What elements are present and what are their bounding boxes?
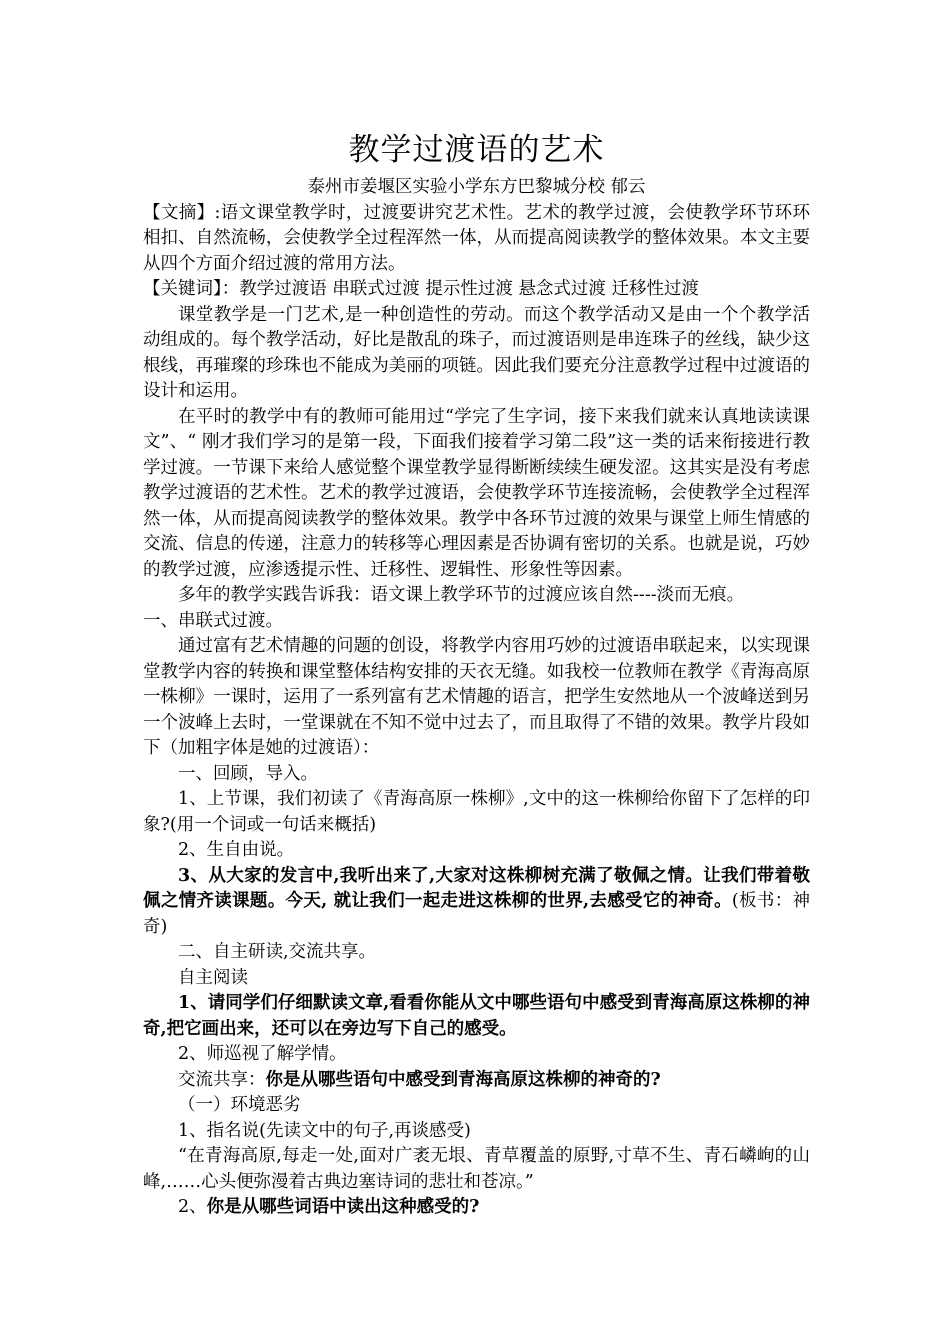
section-1-heading: 一、串联式过渡。: [143, 610, 283, 631]
exchange-line: [143, 1068, 810, 1094]
environment-item-1: 1、指名说(先读文中的句子,再谈感受): [178, 1120, 471, 1141]
step-2-2: 2、师巡视了解学情。: [178, 1044, 347, 1064]
environment-item-2: [143, 1195, 810, 1221]
keywords-label: 【关键词】：: [143, 279, 240, 299]
transition-bold-text: 3、从大家的发言中,我听出来了,大家对这株柳树充满了敬佩之情。让我们带着敬佩之情齐读课题。今天, 就让我们一起走进这株柳的世界,去感受它的神奇。: [143, 865, 810, 911]
step-2: 二、自主研读,交流共享。: [178, 942, 377, 962]
paragraph-3: 多年的教学实践告诉我：语文课上教学环节的过渡应该自然----淡而无痕。: [178, 585, 745, 605]
environment-quote: “在青海高原,每走一处,面对广袤无垠、青草覆盖的原野,寸草不生、青石嶙峋的山峰,……心头便弥漫着古典边塞诗词的悲壮和苍凉。”: [143, 1146, 810, 1192]
keywords: [143, 277, 810, 303]
environment-item-2-number: 2、: [178, 1197, 207, 1217]
exchange-label: 交流共享：: [178, 1069, 266, 1090]
author-line: 泰州市姜堰区实验小学东方巴黎城分校 郁云: [307, 177, 646, 197]
exchange-question: 你是从哪些语句中感受到青海高原这株柳的神奇的?: [265, 1069, 661, 1090]
step-1-1: 1、上节课，我们初读了《青海高原一株柳》,文中的这一株柳给你留下了怎样的印象?(用一个词或一句话来概括): [143, 789, 810, 835]
abstract-label: 【文摘】:: [143, 202, 221, 223]
paragraph-1: 课堂教学是一门艺术,是一种创造性的劳动。而这个教学活动又是由一个个教学活动组成的。每个教学活动，好比是散乱的珠子，而过渡语则是串连珠子的丝线，缺少这根线，再璀璨的珍珠也不能成为美丽的项链。因此我们要充分注意教学过程中过渡语的设计和运用。: [143, 304, 810, 401]
abstract: [143, 201, 810, 278]
step-1-3: [143, 864, 810, 941]
step-2-1: 1、请同学们仔细默读文章,看看你能从文中哪些语句中感受到青海高原这株柳的神奇,把它画出来，还可以在旁边写下自己的感受。: [143, 993, 810, 1039]
document-title: 教学过渡语的艺术: [348, 132, 605, 168]
paragraph-2: 在平时的教学中有的教师可能用过“学完了生字词，接下来我们就来认真地读读课文”、“ 刚才我们学习的是第一段，下面我们接着学习第二段”这一类的话来衔接进行教学过渡。一节课下来给人感觉整个课堂教学显得断断续续生硬发涩。这其实是没有考虑教学过渡语的艺术性。艺术的教学过渡语，会使教学环节连接流畅，会使教学全过程浑然一体，从而提高阅读教学的整体效果。教学中各环节过渡的效果与课堂上师生情感的交流、信息的传递，注意力的转移等心理因素是否协调有密切的关系。也就是说，巧妙的教学过渡，应渗透提示性、迁移性、逻辑性、形象性等因素。: [143, 406, 810, 580]
paragraph-4: 通过富有艺术情趣的问题的创设，将教学内容用巧妙的过渡语串联起来，以实现课堂教学内容的转换和课堂整体结构安排的天衣无缝。如我校一位教师在教学《青海高原一株柳》一课时，运用了一系列富有艺术情趣的语言，把学生安然地从一个波峰送到另一个波峰上去时，一堂课就在不知不觉中过去了，而且取得了不错的效果。教学片段如下（加粗字体是她的过渡语）：: [143, 636, 810, 758]
environment-heading: （一）环境恶劣: [178, 1095, 301, 1115]
environment-item-2-question: 你是从哪些词语中读出这种感受的?: [206, 1197, 480, 1217]
step-2-sub: 自主阅读: [178, 967, 248, 988]
step-1-2: 2、生自由说。: [178, 840, 295, 860]
step-1: 一、回顾，导入。: [178, 763, 318, 784]
abstract-text: 语文课堂教学时，过渡要讲究艺术性。艺术的教学过渡，会使教学环节环环相扣、自然流畅，会使教学全过程浑然一体，从而提高阅读教学的整体效果。本文主要从四个方面介绍过渡的常用方法。: [143, 202, 810, 274]
board-note: (板书：神奇): [143, 891, 811, 937]
keywords-text: 教学过渡语 串联式过渡 提示性过渡 悬念式过渡 迁移性过渡: [239, 279, 699, 299]
